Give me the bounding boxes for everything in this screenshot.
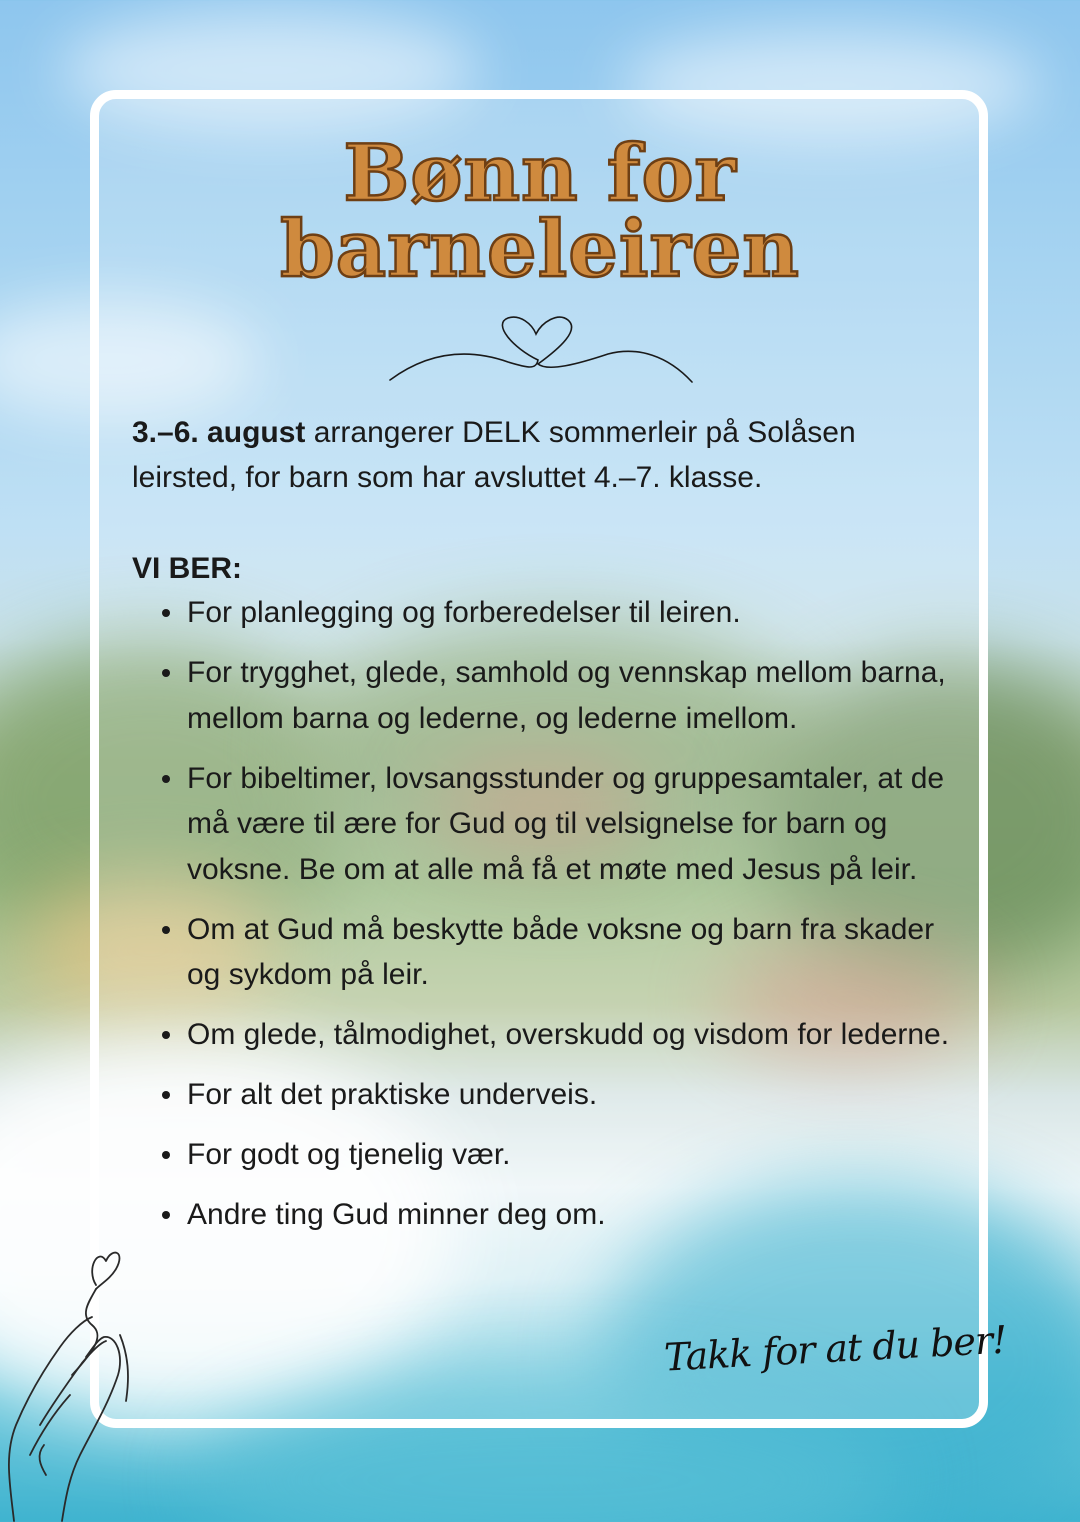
list-item: For trygghet, glede, samhold og vennskap mellom barna, mellom barna og lederne, og lederne imellom. [132,650,952,741]
list-item: Om at Gud må beskytte både voksne og barn fra skader og sykdom på leir. [132,907,952,998]
list-item: For godt og tjenelig vær. [132,1132,952,1178]
page-title-line-1: Bønn for [343,128,737,219]
intro-text: arrangerer DELK sommerleir på Solåsen leirsted, for barn som har avsluttet 4.–7. klasse. [132,416,856,494]
praying-hands-icon [0,1225,140,1522]
heart-divider-icon [388,312,694,390]
list-item: For alt det praktiske underveis. [132,1072,952,1118]
list-item: Om glede, tålmodighet, overskudd og visdom for lederne. [132,1012,952,1058]
list-item: Andre ting Gud minner deg om. [132,1192,952,1238]
intro-date: 3.–6. august [132,416,306,449]
prayer-list [132,590,952,1252]
intro-paragraph [132,410,952,500]
prayer-heading: VI BER: [132,552,243,585]
list-item: For bibeltimer, lovsangsstunder og gruppesamtaler, at de må være til ære for Gud og til velsignelse for barn og voksne. Be om at alle må få et møte med Jesus på leir. [132,756,952,893]
list-item: For planlegging og forberedelser til leiren. [132,590,952,636]
page-title-line-2: barneleiren [280,204,800,295]
signature-text: Takk for at du ber! [663,1317,1008,1380]
